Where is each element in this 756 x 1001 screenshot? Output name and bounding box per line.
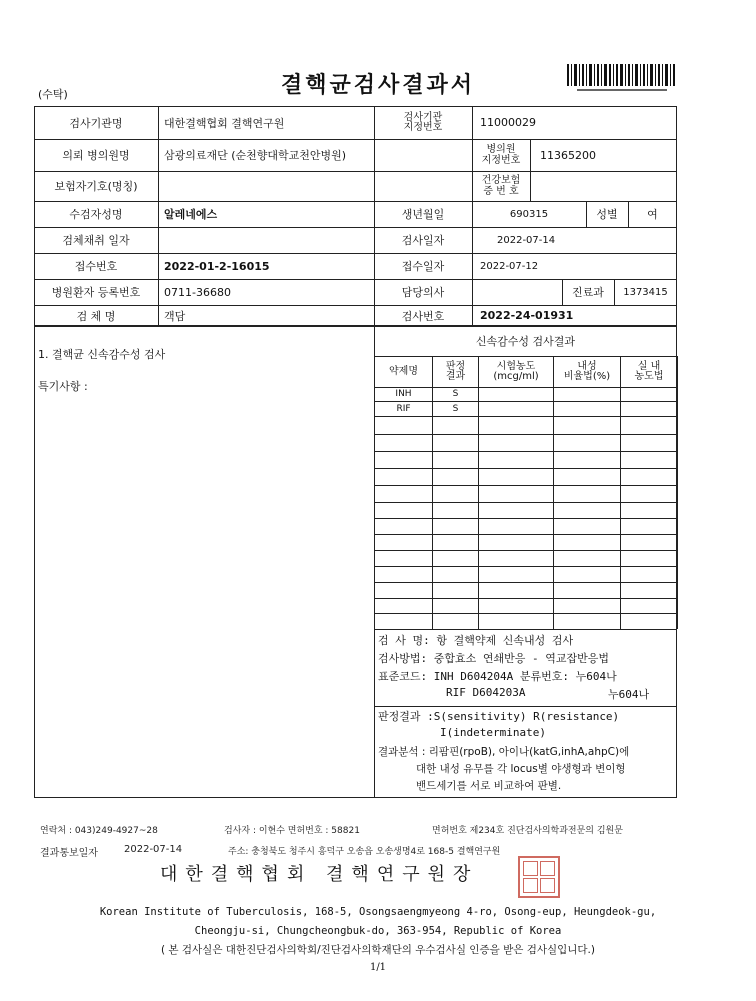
col-result-header (433, 357, 478, 387)
col-ratio-header (554, 357, 620, 387)
clinic-label: 의뢰 병의원명 (62, 149, 130, 162)
doctor-value (480, 279, 560, 305)
insurance-value (540, 171, 670, 201)
accession-value: 2022-01-2-16015 (164, 259, 270, 273)
page-number: 1/1 (369, 962, 387, 973)
receipt-tag: (수탁) (38, 88, 68, 101)
method-line-1: 검 사 명: 항 결핵약제 신속내성 검사 (378, 634, 574, 647)
analysis-line-3: 밴드세기를 서로 비교하여 판별. (416, 780, 562, 792)
col-ratio-label-1: 내성 (577, 361, 597, 372)
received-label: 접수일자 (401, 260, 445, 273)
grid-row-line (374, 550, 677, 551)
method-line-4a: RIF D604203A (446, 686, 526, 699)
clinic-code-label-line2: 지정번호 (481, 155, 521, 166)
specimen-value: 객담 (164, 309, 186, 323)
seal-cell-4 (540, 878, 555, 893)
grid-row-line (374, 502, 677, 503)
birth-label: 생년월일 (401, 208, 445, 221)
birth-value: 690315 (509, 208, 549, 220)
col-internal-header (621, 357, 677, 387)
hospital-reg-value: 0711-36680 (164, 285, 231, 299)
grid-row-line (374, 582, 677, 583)
clinic-value: 삼광의료재단 (순천향대학교천안병원) (164, 149, 347, 162)
method-line-3: 표준코드: INH D604204A 분류번호: 누604나 (378, 670, 617, 683)
lab-code-value: 11000029 (480, 116, 536, 129)
grid-row-line (374, 451, 677, 452)
grid-col-line (677, 356, 678, 629)
clinic-code-label (472, 139, 530, 171)
col-internal-label-2: 농도법 (634, 371, 664, 382)
document-title: 결핵균검사결과서 (280, 73, 476, 98)
grid-row-line (374, 598, 677, 599)
seal-cell-3 (523, 878, 538, 893)
grid-col-line (620, 356, 621, 629)
certification-note: ( 본 검사실은 대한진단검사의학회/진단검사의학재단의 우수검사실 인증을 받은 검사실입니다.) (160, 944, 595, 956)
footer-report-date: 2022-07-14 (124, 844, 183, 855)
test-date-label: 검사일자 (401, 234, 445, 247)
insurer-value (164, 171, 374, 201)
test-no-value: 2022-24-01931 (480, 309, 574, 322)
col-internal-label-1: 실 내 (637, 361, 661, 372)
footer-phone: 연락처 : 043)249-4927~28 (40, 826, 158, 836)
received-value: 2022-07-12 (480, 260, 539, 272)
grid-row-line (374, 518, 677, 519)
interpretation-line-2: I(indeterminate) (440, 726, 546, 739)
lab-code-label-line2: 지정번호 (403, 121, 443, 133)
results-frame (34, 326, 677, 798)
clinic-code-value: 11365200 (540, 148, 596, 162)
analysis-line-2: 대한 내성 유무를 각 locus별 야생형과 변이형 (416, 763, 626, 775)
lab-label: 검사기관명 (69, 116, 123, 130)
seal-cell-1 (523, 861, 538, 876)
col-drug-label: 약제명 (389, 366, 418, 377)
grid-row-line (374, 566, 677, 567)
col-result-label-1: 판정 (445, 361, 466, 372)
results-section-title: 신속감수성 검사결과 (475, 335, 576, 348)
patient-value: 알레네에스 (164, 208, 218, 221)
org-name: 대한결핵협회 결핵연구원장 (160, 864, 479, 885)
test-item: 1. 결핵균 신속감수성 검사 (38, 348, 166, 361)
insurance-label-line2: 증 번 호 (483, 186, 519, 197)
grid-col-line (553, 356, 554, 629)
row-2-drug: RIF (396, 404, 411, 414)
dept-label: 진료과 (572, 286, 604, 299)
test-no-label: 검사번호 (401, 309, 445, 323)
specimen-label: 검 체 명 (76, 309, 116, 323)
dept-value: 1373415 (623, 286, 668, 298)
insurer-label: 보험자기호(명칭) (54, 180, 138, 193)
col-drug-header (375, 357, 432, 387)
address-en-line-2: Cheongju-si, Chungcheongbuk-do, 363-954, Republic of Korea (194, 925, 562, 937)
footer-address-kr: 주소: 충청북도 청주시 흥덕구 오송읍 오송생명4로 168-5 결핵연구원 (228, 847, 501, 857)
collection-label: 검체채취 일자 (62, 234, 130, 247)
col-conc-label-2: (mcg/ml) (493, 371, 539, 382)
grid-row-line (374, 534, 677, 535)
row-1-drug: INH (395, 389, 412, 399)
interpretation-line-1: 판정결과 :S(sensitivity) R(resistance) (378, 710, 620, 723)
collection-value (164, 227, 374, 253)
row-2-result: S (452, 404, 459, 414)
remarks-label: 특기사항 : (38, 380, 88, 393)
col-result-label-2: 결과 (445, 371, 466, 382)
footer-report-label: 결과통보일자 (40, 848, 98, 859)
method-line-4b: 누604나 (608, 688, 650, 701)
grid-row-line (374, 485, 677, 486)
method-line-2: 검사방법: 중합효소 연쇄반응 - 역교잡반응법 (378, 652, 610, 665)
doctor-label: 담당의사 (401, 286, 445, 299)
barcode-icon (567, 64, 677, 94)
col-ratio-label-2: 비율법(%) (563, 371, 611, 382)
footer-examiner: 검사자 : 이현수 면허번호 : 58821 (224, 826, 360, 836)
grid-row-line (374, 434, 677, 435)
grid-row-line (374, 468, 677, 469)
grid-row-line (374, 613, 677, 614)
insurance-label-line1: 건강보험 (481, 175, 521, 186)
official-seal (518, 856, 560, 898)
col-conc-header (479, 357, 553, 387)
grid-row-line (374, 416, 677, 417)
lab-value: 대한결핵협회 결핵연구원 (164, 116, 285, 130)
accession-label: 접수번호 (74, 260, 118, 273)
grid-col-line (478, 356, 479, 629)
sex-value: 여 (647, 208, 658, 221)
test-date-value: 2022-07-14 (497, 234, 556, 246)
footer-license: 면허번호 제234호 진단검사의학과전문의 김원문 (432, 826, 623, 836)
clinic-code-label-line1: 병의원 (486, 144, 516, 155)
sex-label: 성별 (596, 208, 618, 221)
lab-code-label-line1: 검사기관 (403, 111, 443, 123)
analysis-line-1: 결과분석 : 리팜핀(rpoB), 아이나(katG,inhA,ahpC)에 (378, 746, 630, 758)
patient-label: 수검자성명 (69, 208, 123, 221)
seal-cell-2 (540, 861, 555, 876)
col-conc-label-1: 시험농도 (496, 361, 536, 372)
address-en-line-1: Korean Institute of Tuberculosis, 168-5, Osongsaengmyeong 4-ro, Osong-eup, Heungdeok-gu, (99, 906, 657, 918)
lab-code-label (374, 106, 472, 139)
row-1-result: S (452, 389, 459, 399)
insurance-label (472, 171, 530, 201)
hospital-reg-label: 병원환자 등록번호 (51, 286, 141, 299)
